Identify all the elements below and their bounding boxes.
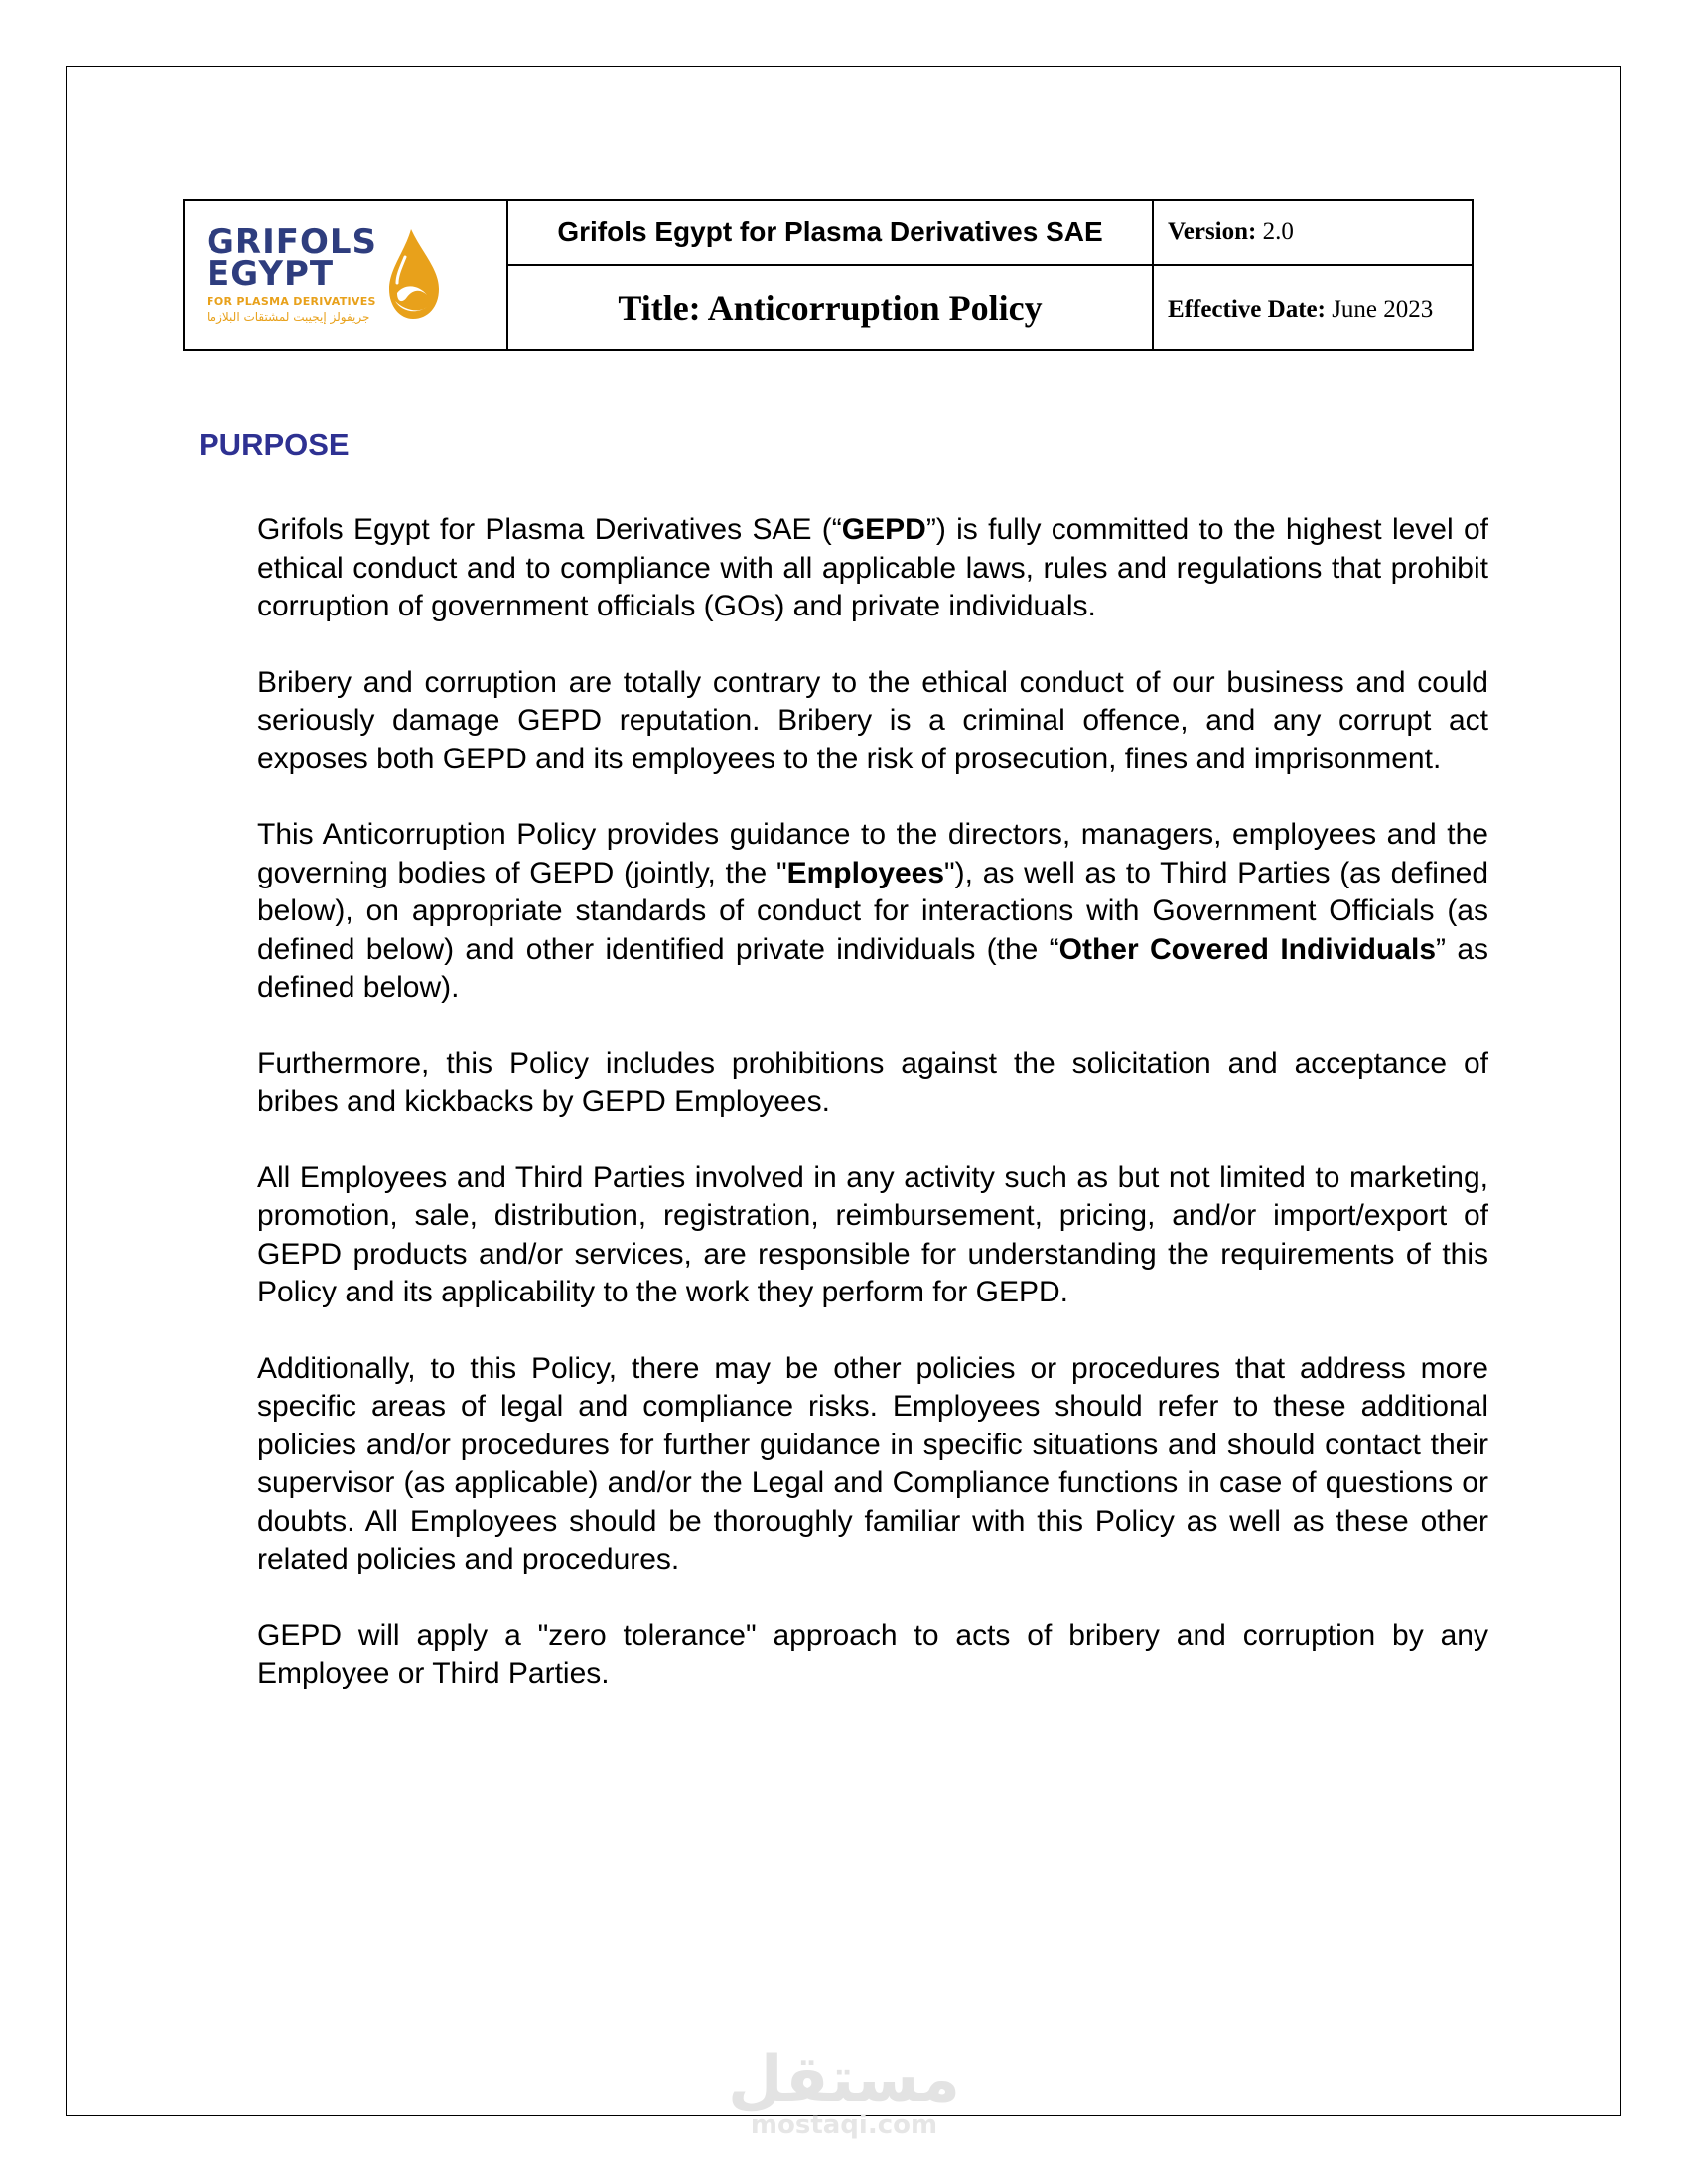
effective-date-label: Effective Date: — [1168, 296, 1326, 324]
paragraph-3-text-e: ” as defined below). — [257, 932, 1489, 1004]
employees-defined-term: Employees — [786, 856, 945, 889]
watermark-arabic: مستقل — [727, 2043, 961, 2116]
logo-wordmark-line1: GRIFOLS — [207, 222, 378, 262]
other-covered-individuals-term: Other Covered Individuals — [1058, 932, 1437, 966]
paragraph-1-text-a: Grifols Egypt for Plasma Derivatives SAE (“ — [257, 513, 842, 546]
company-name-cell — [507, 200, 1153, 265]
watermark-latin: mostaqi.com — [750, 2111, 938, 2140]
paragraph-3 — [257, 816, 1488, 1008]
document-title-cell — [507, 265, 1153, 350]
paragraph-4: Furthermore, this Policy includes prohibitions against the solicitation and acceptance of bribes and kickbacks by GEPD Employees. — [257, 1046, 1488, 1118]
plasma-drop-icon — [383, 227, 443, 323]
document-header-table — [183, 199, 1474, 351]
grifols-egypt-logo — [185, 222, 506, 324]
paragraph-5: All Employees and Third Parties involved in any activity such as but not limited to marketing, promotion, sale, distribution, registration, reimbursement, pricing, and/or import/export of GEPD products and/or services, are responsible for understanding the requirements of this Policy and its applicability to the work they perform for GEPD. — [257, 1160, 1488, 1308]
mostaql-watermark — [0, 2045, 1688, 2140]
paragraph-1-text-c: ”) is fully committed to the highest level of ethical conduct and to compliance with all applicable laws, rules and regulations that prohibit corruption of government officials (GOs) and private individuals. — [257, 513, 1488, 622]
version-label: Version: — [1168, 218, 1257, 246]
document-title: Title: Anticorruption Policy — [618, 288, 1043, 329]
logo-cell — [184, 200, 507, 350]
paragraph-6: Additionally, to this Policy, there may be other policies or procedures that address more specific areas of legal and compliance risks. Employees should refer to these additional policies and/or procedures for further guidance in specific situations and should contact their supervisor (as applicable) and/or the Legal and Compliance functions in case of questions or doubts. All Employees should be thoroughly familiar with this Policy as well as these other related policies and procedures. — [257, 1351, 1488, 1575]
version-value: 2.0 — [1262, 218, 1294, 246]
section-heading-purpose: PURPOSE — [199, 427, 350, 462]
company-name: Grifols Egypt for Plasma Derivatives SAE — [557, 216, 1103, 248]
paragraph-3-text-a: This Anticorruption Policy provides guidance to the directors, managers, employees and the governing bodies of GEPD (jointly, the " — [257, 818, 1488, 889]
version-cell — [1153, 200, 1473, 265]
paragraph-3-text-c: "), as well as to Third Parties (as defined below), on appropriate standards of conduct for interactions with Government Officials (as defined below) and other identified private individuals (the “ — [257, 856, 1489, 966]
effective-date-value: June 2023 — [1332, 296, 1434, 324]
effective-date-cell — [1153, 265, 1473, 350]
logo-arabic-text: جريفولز إيجيبت لمشتقات البلازما — [207, 310, 370, 324]
logo-wordmark-line2: EGYPT — [207, 254, 335, 294]
logo-subtitle: FOR PLASMA DERIVATIVES — [207, 295, 376, 308]
paragraph-7: GEPD will apply a "zero tolerance" approach to acts of bribery and corruption by any Employee or Third Parties. — [257, 1618, 1488, 1690]
purpose-body — [257, 511, 1488, 1731]
paragraph-2: Bribery and corruption are totally contrary to the ethical conduct of our business and could seriously damage GEPD reputation. Bribery is a criminal offence, and any corrupt act exposes both GEPD and its employees to the risk of prosecution, fines and imprisonment. — [257, 665, 1488, 775]
gepd-defined-term: GEPD — [841, 513, 926, 546]
paragraph-1 — [257, 511, 1488, 626]
